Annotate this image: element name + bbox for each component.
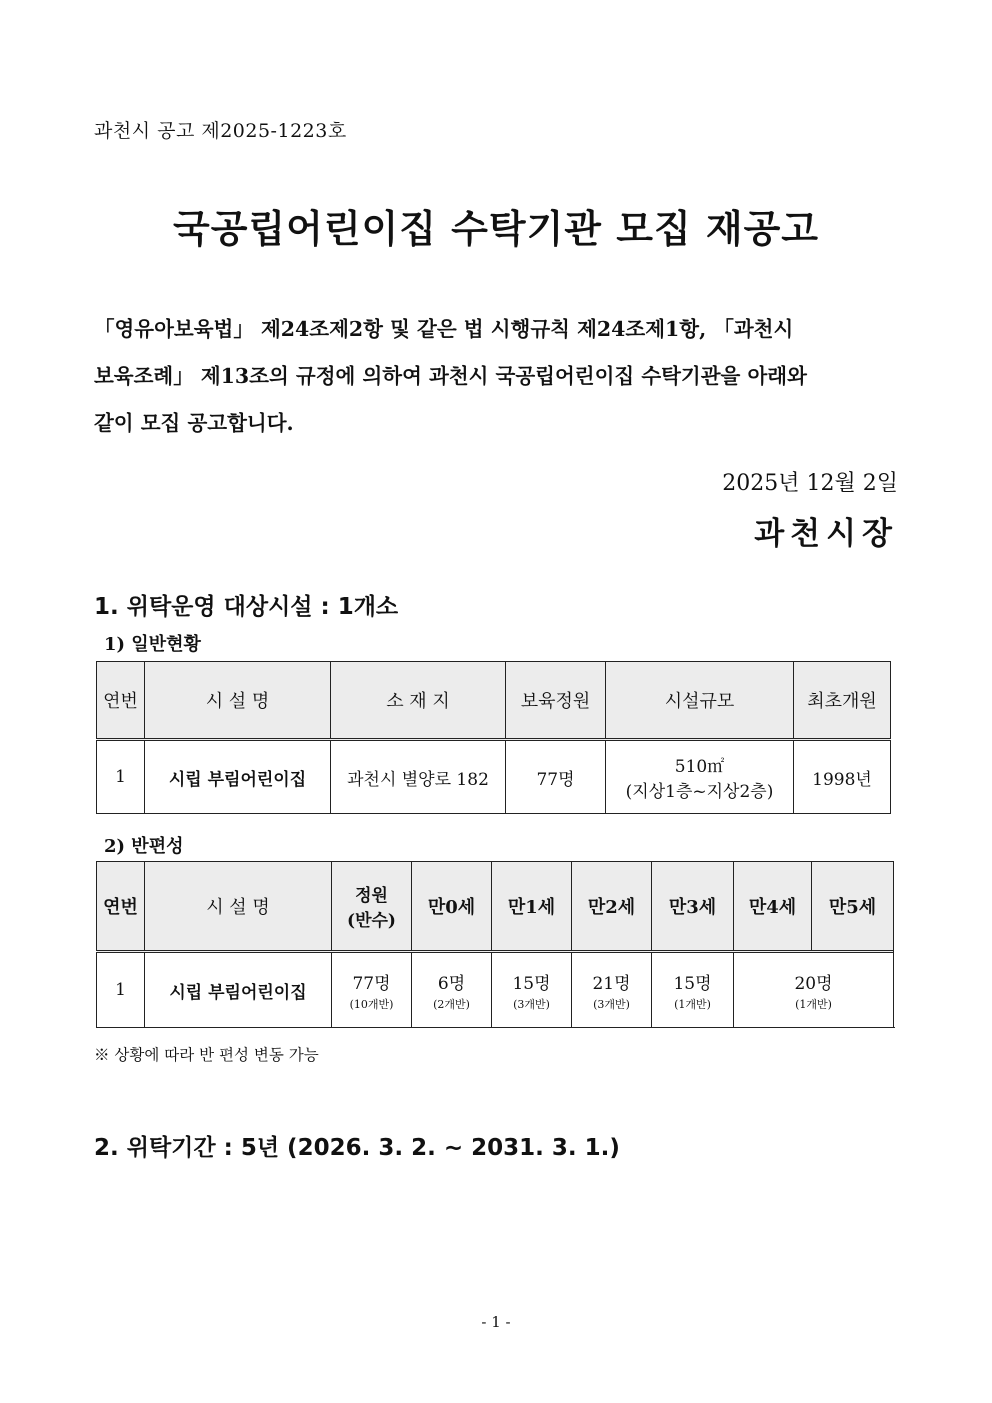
cell-total: [332, 952, 412, 1028]
age2-count: 21명: [592, 973, 631, 994]
cell-capacity: 77명: [506, 740, 606, 814]
header-size: 시설규모: [606, 662, 794, 740]
intro-line: 같이 모집 공고합니다.: [94, 411, 294, 435]
class-composition-table: [96, 861, 894, 1028]
age3-classes: (1개반): [674, 997, 711, 1011]
age0-count: 6명: [437, 973, 466, 994]
class-composition-subheading: 2) 반편성: [104, 836, 184, 857]
header-no: 연번: [97, 662, 145, 740]
header-age4: 만4세: [734, 862, 812, 952]
cell-facility-name: 시립 부림어린이집: [145, 740, 331, 814]
age45-count: 20명: [794, 973, 833, 994]
header-facility-name: 시 설 명: [145, 862, 332, 952]
intro-line: 보육조례」 제13조의 규정에 의하여 과천시 국공립어린이집 수탁기관을 아래와: [94, 364, 807, 388]
size-floors: (지상1층~지상2층): [625, 782, 774, 802]
cell-size: [606, 740, 794, 814]
total-classes: (10개반): [349, 997, 394, 1011]
cell-no: 1: [97, 952, 145, 1028]
header-age5: 만5세: [812, 862, 894, 952]
cell-age4-5: [734, 952, 894, 1028]
general-status-subheading: 1) 일반현황: [104, 634, 201, 655]
cell-age2: [572, 952, 652, 1028]
cell-age0: [412, 952, 492, 1028]
header-age2: 만2세: [572, 862, 652, 952]
intro-line: 「영유아보육법」 제24조제2항 및 같은 법 시행규칙 제24조제1항, 「과천시: [94, 317, 794, 341]
age0-classes: (2개반): [433, 997, 470, 1011]
issuer: 과천시장: [754, 516, 898, 552]
section2-heading: 2. 위탁기간 : 5년 (2026. 3. 2. ~ 2031. 3. 1.): [94, 1135, 620, 1161]
cell-facility-name: 시립 부림어린이집: [145, 952, 332, 1028]
age1-classes: (3개반): [513, 997, 550, 1011]
header-total-label: 정원: [355, 886, 388, 906]
header-no: 연번: [97, 862, 145, 952]
header-total-classes: (반수): [347, 911, 396, 931]
header-age0: 만0세: [412, 862, 492, 952]
cell-age3: [652, 952, 734, 1028]
age45-classes: (1개반): [795, 997, 832, 1011]
notice-number: 과천시 공고 제2025-1223호: [94, 120, 347, 142]
general-status-table: [96, 661, 891, 814]
age2-classes: (3개반): [593, 997, 630, 1011]
size-area: 510㎡: [674, 757, 725, 777]
page-title: 국공립어린이집 수탁기관 모집 재공고: [172, 207, 820, 251]
header-capacity: 보육정원: [506, 662, 606, 740]
cell-opened: 1998년: [794, 740, 891, 814]
header-facility-name: 시 설 명: [145, 662, 331, 740]
cell-no: 1: [97, 740, 145, 814]
class-note: ※ 상황에 따라 반 편성 변동 가능: [94, 1046, 319, 1064]
header-total: [332, 862, 412, 952]
header-opened: 최초개원: [794, 662, 891, 740]
age3-count: 15명: [673, 973, 712, 994]
total-count: 77명: [352, 973, 391, 994]
age1-count: 15명: [512, 973, 551, 994]
section1-heading: 1. 위탁운영 대상시설 : 1개소: [94, 594, 399, 620]
header-age1: 만1세: [492, 862, 572, 952]
header-age3: 만3세: [652, 862, 734, 952]
header-address: 소 재 지: [331, 662, 506, 740]
notice-date: 2025년 12월 2일: [722, 471, 898, 496]
page-number: - 1 -: [481, 1313, 511, 1331]
intro-paragraph: [94, 306, 898, 447]
cell-address: 과천시 별양로 182: [331, 740, 506, 814]
cell-age1: [492, 952, 572, 1028]
